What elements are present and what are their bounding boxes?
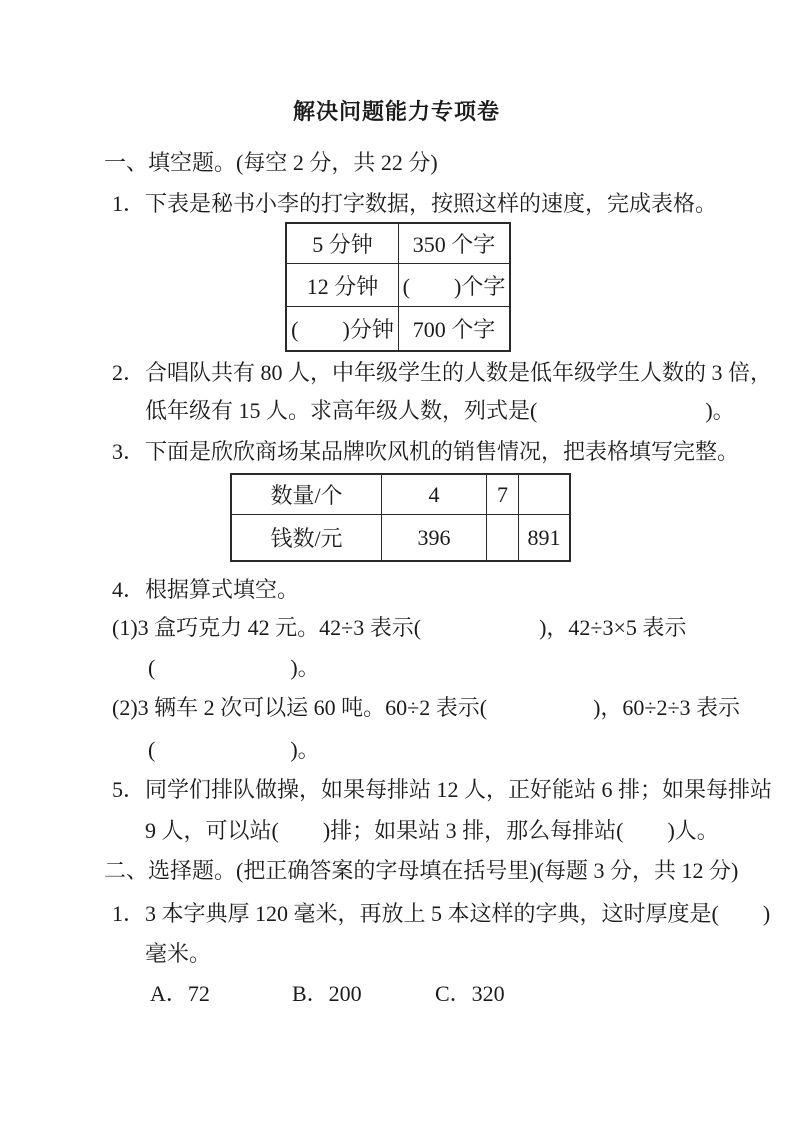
table-cell: 5 分钟 — [287, 224, 399, 264]
table-cell: 396 — [382, 515, 487, 560]
paren-close: )。 — [290, 655, 320, 680]
option-b: B．200 — [292, 981, 362, 1006]
question-2-line2-text: 低年级有 15 人。求高年级人数，列式是( — [145, 398, 538, 423]
table-cell: 700 个字 — [412, 317, 496, 342]
question-4-part1-text: (1)3 盒巧克力 42 元。42÷3 表示( — [112, 615, 422, 640]
question-4-part2-text: (2)3 辆车 2 次可以运 60 吨。60÷2 表示( — [112, 695, 488, 720]
table-cell: 钱数/元 — [232, 515, 382, 560]
table-cell: 数量/个 — [232, 475, 382, 515]
paren-close: )。 — [290, 737, 320, 762]
paren-open: ( — [148, 737, 156, 762]
question-2-line2-close: )。 — [705, 398, 735, 423]
table-cell-blank: ( )分钟 — [287, 307, 399, 350]
section2-question-1-line1: 1．3 本字典厚 120 毫米，再放上 5 本这样的字典，这时厚度是( ) — [112, 901, 771, 926]
table-cell-blank — [487, 515, 519, 560]
table-cell-blank — [519, 475, 569, 515]
question-4-part2-line1 — [112, 693, 740, 723]
question-2-line2 — [145, 396, 735, 426]
question-5-line2: 9 人，可以站( )排；如果站 3 排，那么每排站( )人。 — [145, 818, 719, 843]
question-4-part2-line2 — [148, 735, 320, 765]
question-4-part1-mid: )，42÷3×5 表示 — [539, 615, 687, 640]
question-5-line1: 5．同学们排队做操，如果每排站 12 人，正好能站 6 排；如果每排站 — [112, 777, 773, 802]
typing-speed-table — [285, 222, 511, 352]
table-cell: 12 分钟 — [287, 264, 399, 307]
question-4-part1-line2 — [148, 653, 320, 683]
section2-question-1-line2: 毫米。 — [145, 941, 212, 966]
table-cell: 7 — [487, 475, 519, 515]
option-c: C．320 — [435, 981, 505, 1006]
section-2-heading: 二、选择题。(把正确答案的字母填在括号里)(每题 3 分，共 12 分) — [104, 858, 739, 883]
question-3-text: 3．下面是欣欣商场某品牌吹风机的销售情况，把表格填写完整。 — [112, 439, 740, 464]
table-cell: 350 个字 — [399, 224, 509, 264]
question-4-text: 4．根据算式填空。 — [112, 577, 300, 602]
table-cell: 4 — [382, 475, 487, 515]
table-cell: 891 — [527, 524, 561, 550]
option-a: A．72 — [150, 981, 210, 1006]
paren-open: ( — [148, 655, 156, 680]
question-4-part2-mid: )，60÷2÷3 表示 — [593, 695, 741, 720]
section-1-heading: 一、填空题。(每空 2 分，共 22 分) — [104, 150, 438, 175]
question-4-part1-line1 — [112, 613, 686, 643]
worksheet-title: 解决问题能力专项卷 — [292, 99, 500, 124]
question-2-line1: 2．合唱队共有 80 人，中年级学生的人数是低年级学生人数的 3 倍， — [112, 360, 773, 385]
sales-table — [230, 473, 571, 562]
table-cell-blank: ( )个字 — [399, 264, 509, 307]
question-1-text: 1．下表是秘书小李的打字数据，按照这样的速度，完成表格。 — [112, 191, 718, 216]
answer-options-row — [0, 979, 793, 1009]
